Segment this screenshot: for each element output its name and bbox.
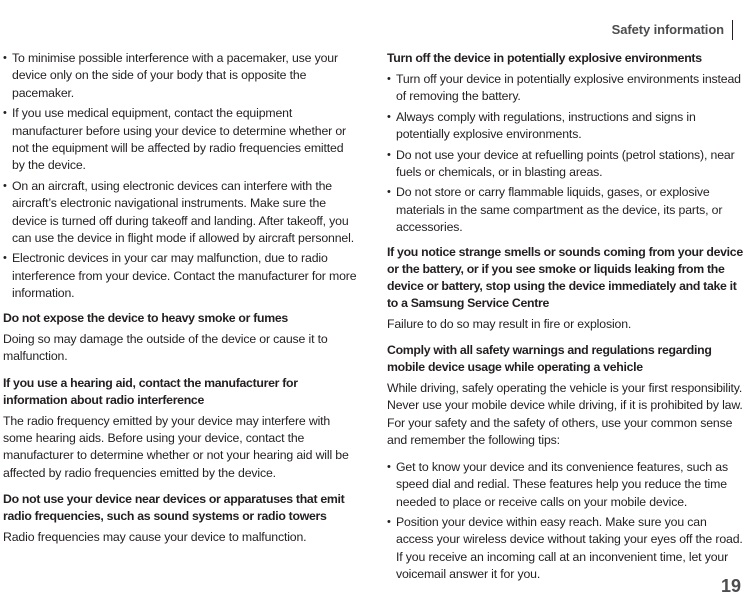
list-item: • Always comply with regulations, instructions and signs in potentially explosive environments. <box>387 109 743 144</box>
bullet-list-vehicle <box>387 459 743 584</box>
bullet-list-explosive <box>387 71 743 237</box>
list-item: • If you use medical equipment, contact the equipment manufacturer before using your device to determine whether or not the equipment will be affected by radio frequencies emitted by the device. <box>3 105 357 175</box>
page-number: 19 <box>720 576 741 596</box>
list-item: • Get to know your device and its convenience features, such as speed dial and redial. These features help you reduce the time needed to place or receive calls on your mobile device. <box>387 459 743 511</box>
list-item: • On an aircraft, using electronic devices can interfere with the aircraft’s electronic navigational instruments. Make sure the device is turned off during takeoff and landing. After takeoff, you can use the device in flight mode if allowed by aircraft personnel. <box>3 178 357 248</box>
section-body-smells: Failure to do so may result in fire or explosion. <box>387 316 632 331</box>
bullet-list-medical <box>3 50 357 303</box>
section-body-hearing: The radio frequency emitted by your device may interfere with some hearing aids. Before using your device, contact the manufacturer to determine whether or not your hearing aid will be affected by radio frequencies emitted by the device. <box>3 413 349 480</box>
section-heading-smoke: Do not expose the device to heavy smoke or fumes <box>3 310 288 325</box>
right-column <box>387 50 743 591</box>
section-body-smoke: Doing so may damage the outside of the device or cause it to malfunction. <box>3 331 328 364</box>
section-heading-vehicle: Comply with all safety warnings and regulations regarding mobile device usage while operating a vehicle <box>387 343 712 375</box>
list-item: • Do not store or carry flammable liquids, gases, or explosive materials in the same compartment as the device, its parts, or accessories. <box>387 184 743 236</box>
section-heading-explosive: Turn off the device in potentially explosive environments <box>387 51 702 65</box>
list-item: • Do not use your device at refuelling points (petrol stations), near fuels or chemicals, or in blasting areas. <box>387 147 743 182</box>
list-item: • Electronic devices in your car may malfunction, due to radio interference from your device. Contact the manufacturer for more information. <box>3 250 357 302</box>
page-header-title: Safety information <box>612 20 733 40</box>
section-heading-smells: If you notice strange smells or sounds coming from your device or the battery, or if you see smoke or liquids leaking from the device or battery, stop using the device immediately and take it to a Samsung Service Centre <box>387 244 743 310</box>
list-item: • Position your device within easy reach. Make sure you can access your wireless device without taking your eyes off the road. If you receive an incoming call at an inconvenient time, let your voicemail answer it for you. <box>387 514 743 584</box>
list-item: • Turn off your device in potentially explosive environments instead of removing the battery. <box>387 71 743 106</box>
section-heading-apparatuses: Do not use your device near devices or apparatuses that emit radio frequencies, such as sound systems or radio towers <box>3 492 345 524</box>
section-body-vehicle: While driving, safely operating the vehicle is your first responsibility. Never use your mobile device while driving, if it is prohibited by law. For your safety and the safety of others, use your common sense and remember the following tips: <box>387 381 743 448</box>
section-heading-hearing: If you use a hearing aid, contact the manufacturer for information about radio interference <box>3 375 298 407</box>
section-body-apparatuses: Radio frequencies may cause your device to malfunction. <box>3 530 307 545</box>
left-column <box>3 50 357 556</box>
list-item: • To minimise possible interference with a pacemaker, use your device only on the side of your body that is opposite the pacemaker. <box>3 50 357 102</box>
